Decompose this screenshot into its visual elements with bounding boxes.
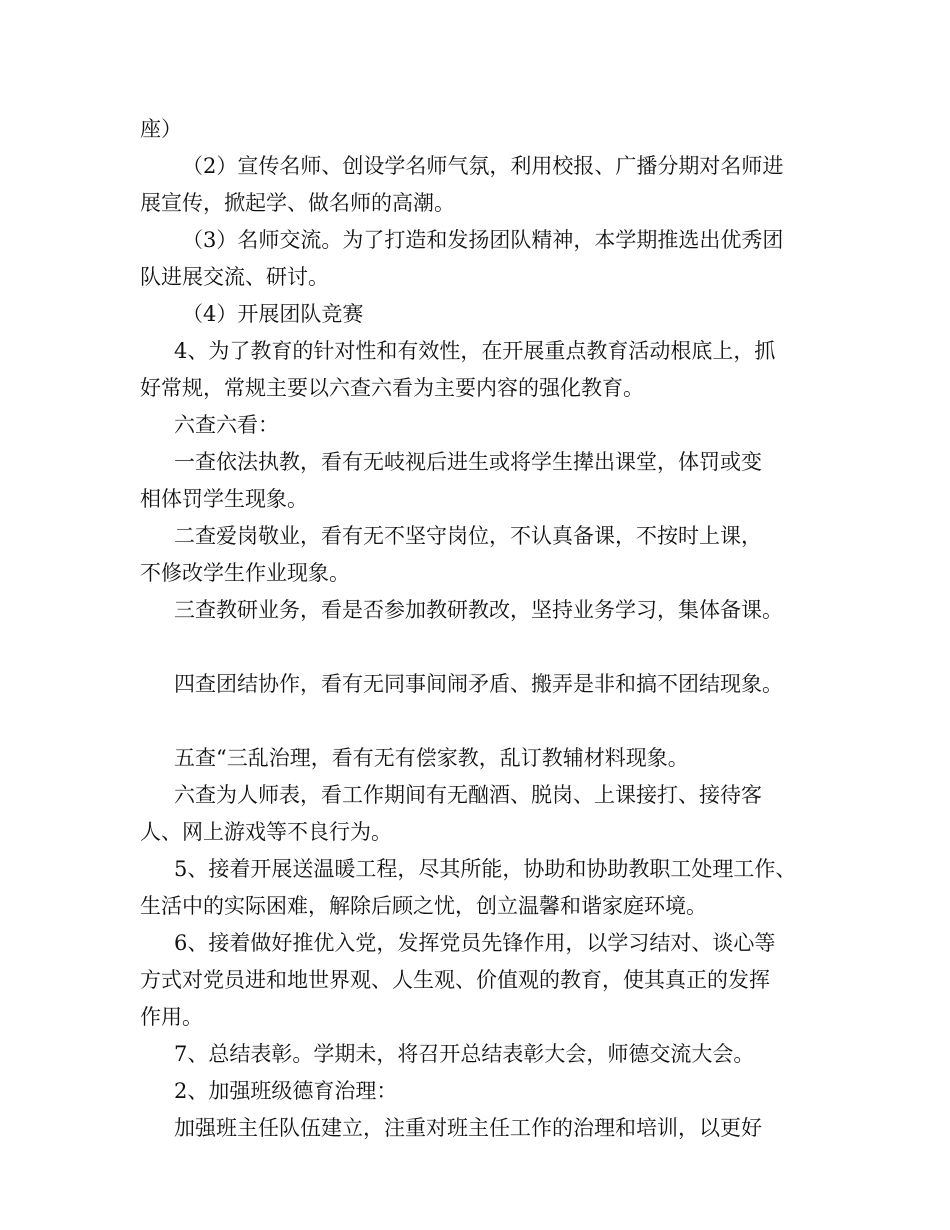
text-line: 相体罚学生现象。 xyxy=(140,487,308,511)
text-line: 展宣传，掀起学、做名师的高潮。 xyxy=(140,191,455,215)
text-line: （4）开展团队竞赛 xyxy=(182,302,364,326)
text-line: 六查六看： xyxy=(174,413,279,437)
text-line: 生活中的实际困难，解除后顾之忧，创立温馨和谐家庭环境。 xyxy=(140,894,707,918)
text-line: 四查团结协作，看有无同事间闹矛盾、搬弄是非和搞不团结现象。 xyxy=(174,672,783,696)
text-line: 7、总结表彰。学期未，将召开总结表彰大会，师德交流大会。 xyxy=(174,1042,755,1066)
text-line: 五查“三乱治理，看有无有偿家教，乱订教辅材料现象。 xyxy=(174,746,689,770)
text-line: 好常规，常规主要以六查六看为主要内容的强化教育。 xyxy=(140,376,644,400)
text-line: 不修改学生作业现象。 xyxy=(140,561,350,585)
text-line: 座） xyxy=(140,117,182,141)
text-line: 方式对党员进和地世界观、人生观、价值观的教育，使其真正的发挥 xyxy=(140,968,770,992)
blank-line xyxy=(140,629,830,666)
text-line: （2）宣传名师、创设学名师气氛，利用校报、广播分期对名师进 xyxy=(182,154,784,178)
text-line: 三查教研业务，看是否参加教研教改，坚持业务学习，集体备课。 xyxy=(174,598,783,622)
document-body xyxy=(140,111,830,1147)
text-line: （3）名师交流。为了打造和发扬团队精神，本学期推选出优秀团 xyxy=(182,228,784,252)
text-line: 二查爱岗敬业，看有无不坚守岗位，不认真备课，不按时上课， xyxy=(174,524,762,548)
text-line: 六查为人师表，看工作期间有无酗酒、脱岗、上课接打、接待客 xyxy=(174,783,762,807)
text-line: 加强班主任队伍建立，注重对班主任工作的治理和培训，以更好 xyxy=(174,1116,762,1140)
text-line: 一查依法执教，看有无岐视后进生或将学生撵出课堂，体罚或变 xyxy=(174,450,762,474)
text-line: 队进展交流、研讨。 xyxy=(140,265,329,289)
text-line: 2、加强班级德育治理： xyxy=(174,1079,398,1103)
text-line: 5、接着开展送温暖工程，尽其所能，协助和协助教职工处理工作、 xyxy=(174,857,797,881)
text-line: 6、接着做好推优入党，发挥党员先锋作用，以学习结对、谈心等 xyxy=(174,931,776,955)
blank-line xyxy=(140,703,830,740)
text-line: 人、网上游戏等不良行为。 xyxy=(140,820,392,844)
text-line: 作用。 xyxy=(140,1005,203,1029)
text-line: 4、为了教育的针对性和有效性，在开展重点教育活动根底上，抓 xyxy=(174,339,776,363)
